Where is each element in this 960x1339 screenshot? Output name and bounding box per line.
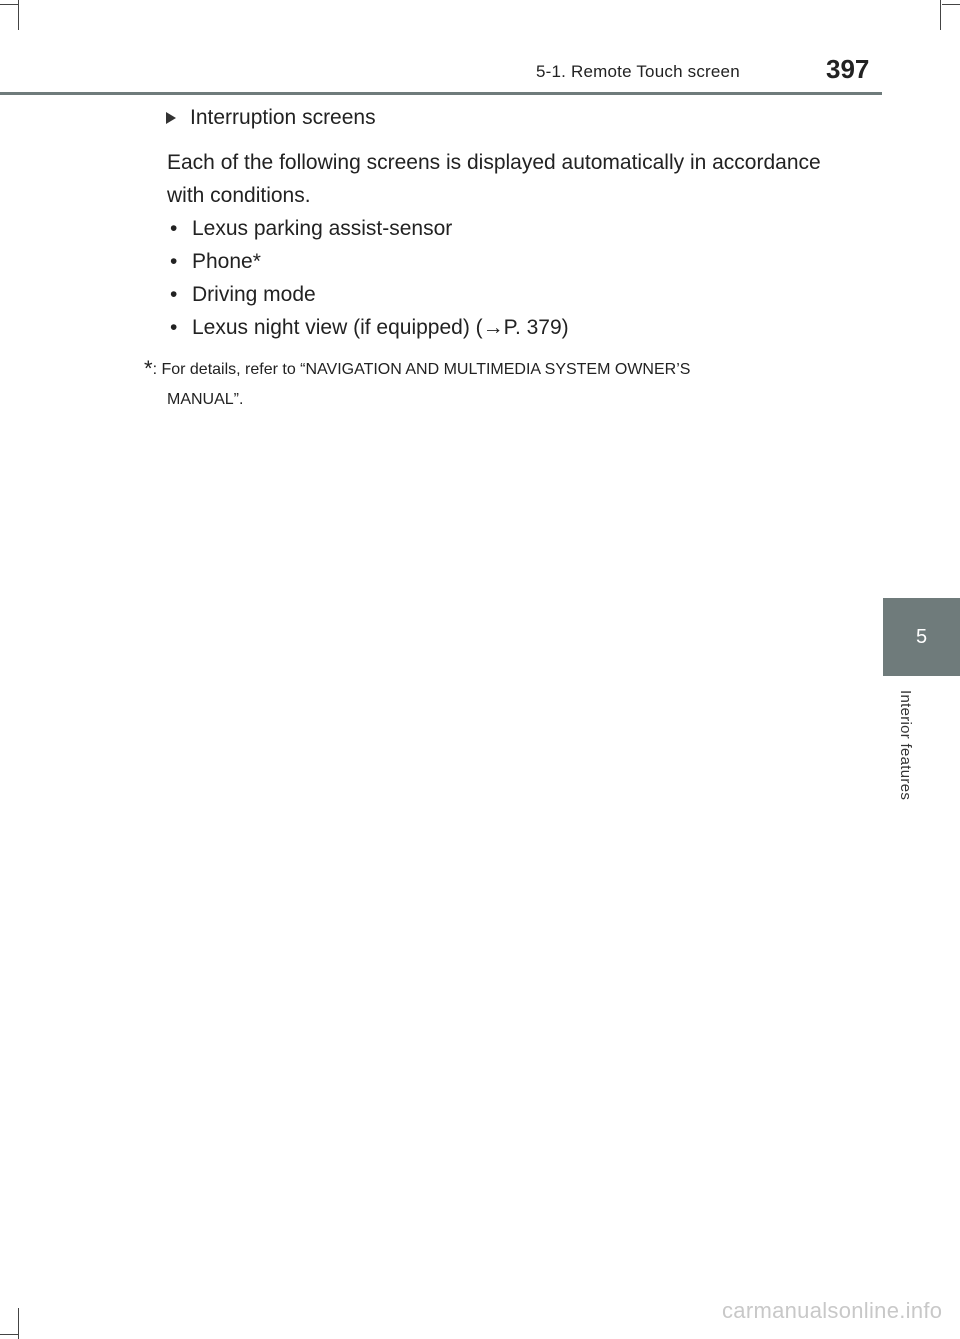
bullet-dot: • bbox=[170, 250, 178, 273]
bullet-dot: • bbox=[170, 217, 178, 240]
list-item bbox=[170, 212, 569, 245]
watermark: carmanualsonline.info bbox=[722, 1298, 943, 1323]
crop-mark-top-right-v bbox=[940, 0, 941, 30]
list-item bbox=[170, 245, 569, 278]
list-item-text: Phone* bbox=[192, 250, 261, 273]
crop-mark-bottom-left-h bbox=[0, 1334, 18, 1335]
chapter-tab bbox=[883, 598, 960, 676]
bullet-dot: • bbox=[170, 316, 178, 339]
footnote-line-1: : For details, refer to “NAVIGATION AND MULTIMEDIA SYSTEM OWNER’S bbox=[152, 361, 691, 378]
footnote bbox=[144, 354, 844, 415]
intro-paragraph: Each of the following screens is displayed automatically in accordance with conditions. bbox=[167, 151, 821, 207]
page-number: 397 bbox=[826, 54, 870, 84]
bullet-dot: • bbox=[170, 283, 178, 306]
crop-mark-top-right-h bbox=[942, 4, 960, 5]
footnote-line-2: MANUAL”. bbox=[167, 391, 244, 408]
footnote-marker: * bbox=[144, 356, 153, 381]
heading-text: Interruption screens bbox=[190, 106, 376, 129]
chapter-number: 5 bbox=[915, 625, 928, 648]
list-item bbox=[170, 311, 569, 344]
header-rule bbox=[0, 92, 882, 95]
section-heading bbox=[166, 106, 376, 130]
screen-list bbox=[170, 212, 569, 344]
crop-mark-bottom-left-v bbox=[18, 1308, 19, 1339]
list-item-text: Lexus parking assist-sensor bbox=[192, 217, 453, 240]
list-item-text: Driving mode bbox=[192, 283, 316, 306]
crop-mark-top-left-h bbox=[0, 4, 18, 5]
crop-mark-top-left-v bbox=[18, 0, 19, 30]
chapter-label: Interior features bbox=[897, 690, 914, 801]
triangle-bullet-icon bbox=[166, 112, 176, 124]
section-title: 5-1. Remote Touch screen bbox=[536, 62, 740, 81]
list-item bbox=[170, 278, 569, 311]
list-item-text: Lexus night view (if equipped) (→P. 379) bbox=[192, 316, 569, 339]
